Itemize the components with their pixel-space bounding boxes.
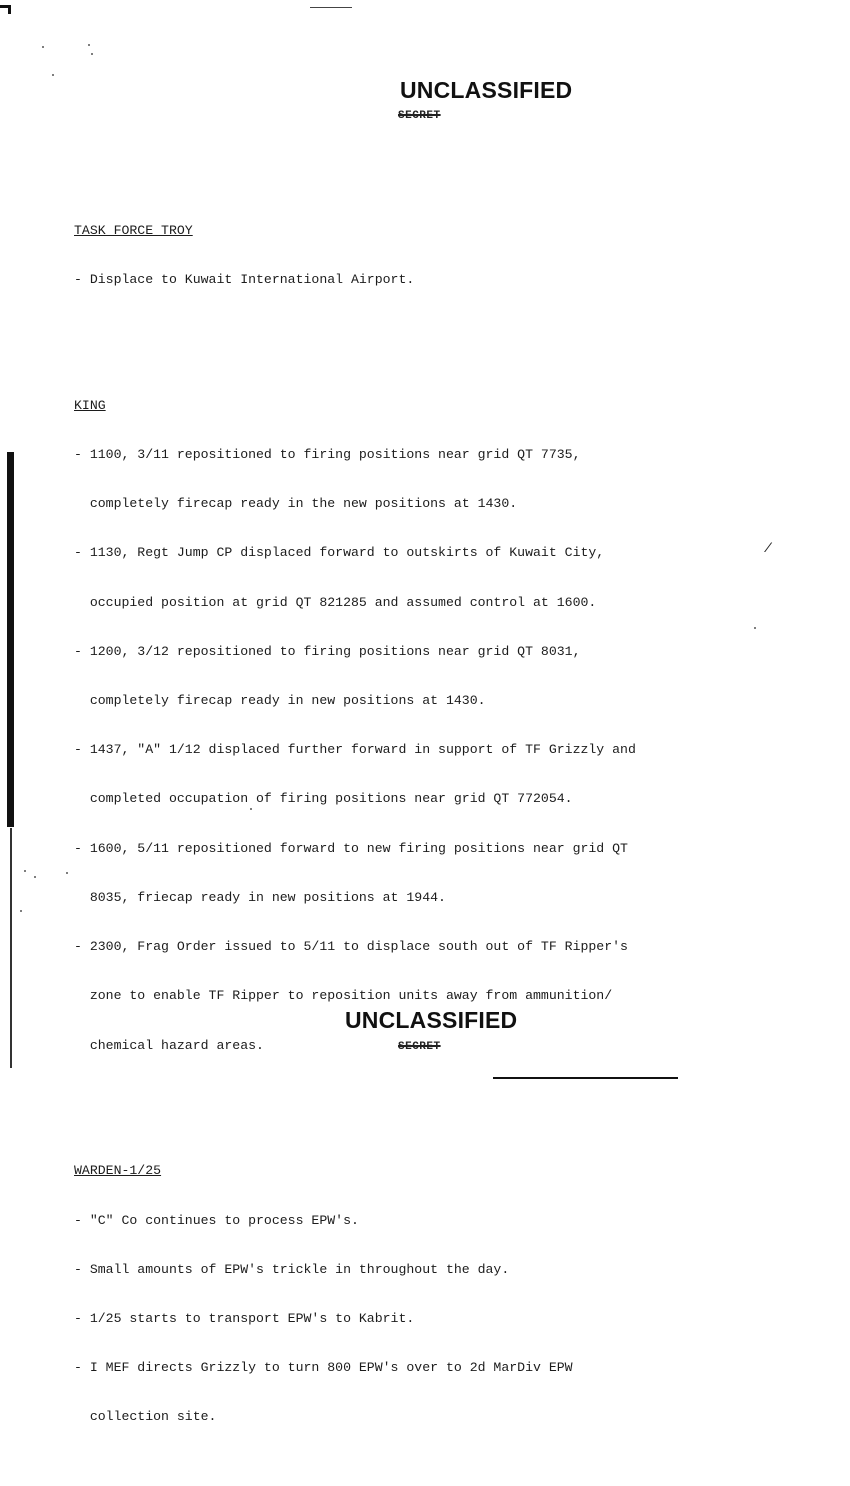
entry-line: - Small amounts of EPW's trickle in throughout the day. — [74, 1261, 510, 1277]
top-rule — [310, 7, 352, 8]
scan-speck — [42, 46, 44, 48]
entry-line: - I MEF directs Grizzly to turn 800 EPW's over to 2d MarDiv EPW — [74, 1360, 573, 1376]
margin-scan-line — [10, 828, 12, 1068]
margin-check-mark: / — [764, 541, 772, 556]
scan-speck — [24, 870, 26, 872]
bottom-rule — [493, 1077, 678, 1079]
corner-crop-mark-vertical — [8, 5, 11, 14]
scan-speck — [66, 872, 68, 874]
section-king — [74, 365, 784, 1087]
scan-speck — [34, 876, 36, 878]
scan-speck — [88, 44, 90, 46]
entry-line: - 1200, 3/12 repositioned to firing positions near grid QT 8031, — [74, 643, 581, 659]
entry-line: completed occupation of firing positions near grid QT 772054. — [74, 791, 573, 807]
entry-line: completely firecap ready in new positions at 1430. — [74, 693, 486, 708]
header-struck-marking: SECRET — [398, 110, 441, 122]
footer-classification: UNCLASSIFIED — [345, 1007, 518, 1033]
section-warden-1-25 — [74, 1131, 784, 1459]
entry-line: - 1130, Regt Jump CP displaced forward to outskirts of Kuwait City, — [74, 545, 605, 561]
section-heading: KING — [74, 397, 106, 413]
entry-line: zone to enable TF Ripper to reposition units away from ammunition/ — [74, 988, 613, 1004]
entry-line: - 1100, 3/11 repositioned to firing positions near grid QT 7735, — [74, 446, 581, 462]
entry-line: completely firecap ready in the new positions at 1430. — [74, 496, 518, 512]
section-heading: WARDEN-1/25 — [74, 1163, 162, 1179]
margin-change-bar — [7, 452, 14, 827]
section-task-force-troy — [74, 190, 784, 321]
entry-line: occupied position at grid QT 821285 and assumed control at 1600. — [74, 594, 597, 610]
footer-struck-marking: SECRET — [398, 1041, 441, 1053]
entry-line: collection site. — [74, 1409, 217, 1425]
section-heading: TASK FORCE TROY — [74, 222, 193, 238]
entry-line: chemical hazard areas. — [74, 1037, 264, 1053]
entry-line: - Displace to Kuwait International Airport. — [74, 271, 415, 287]
entry-line: - "C" Co continues to process EPW's. — [74, 1212, 359, 1228]
entry-line: - 1437, "A" 1/12 displaced further forward in support of TF Grizzly and — [74, 742, 636, 758]
header-classification: UNCLASSIFIED — [400, 77, 573, 103]
scan-speck — [91, 53, 93, 55]
document-body — [74, 157, 784, 1486]
entry-line: - 2300, Frag Order issued to 5/11 to displace south out of TF Ripper's — [74, 939, 628, 955]
entry-line: - 1/25 starts to transport EPW's to Kabrit. — [74, 1311, 415, 1327]
entry-line: 8035, friecap ready in new positions at 1944. — [74, 889, 446, 905]
entry-line: - 1600, 5/11 repositioned forward to new firing positions near grid QT — [74, 840, 628, 856]
scan-speck — [20, 910, 22, 912]
scan-speck — [52, 74, 54, 76]
